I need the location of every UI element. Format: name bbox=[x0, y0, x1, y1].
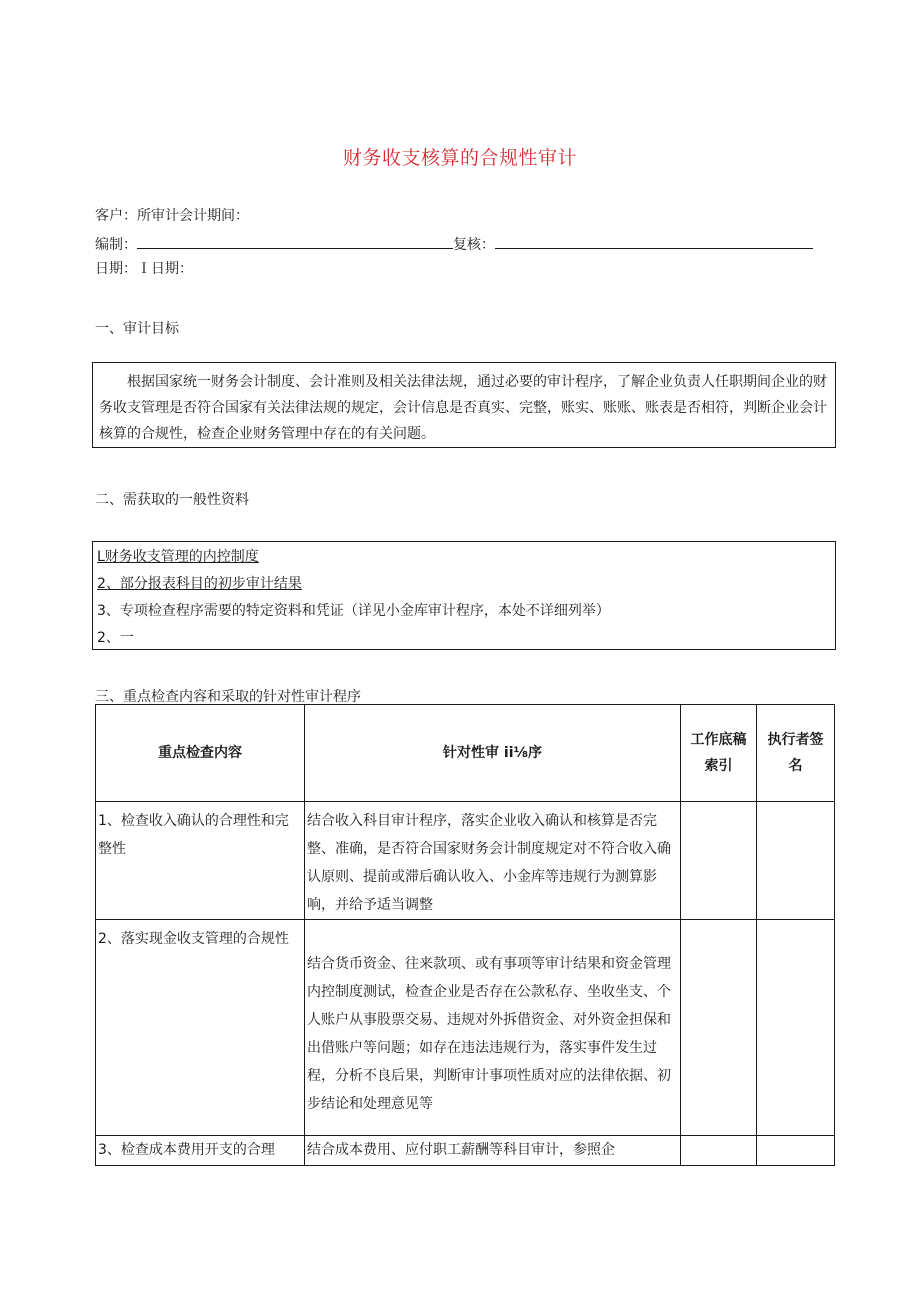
sign-line bbox=[95, 234, 813, 254]
row-index-cell[interactable] bbox=[681, 920, 757, 1136]
header-procedure: 针对性审 ii⅛序 bbox=[305, 705, 681, 802]
row-procedure: 结合货币资金、往来款项、或有事项等审计结果和资金管理内控制度测试，检查企业是否存在公款私存、坐收坐支、个人账户从事股票交易、违规对外拆借资金、对外资金担保和出借账户等问题；如存在违法违规行为，落实事件发生过程，分析不良后果，判断审计事项性质对应的法律依据、初步结论和处理意见等 bbox=[305, 920, 681, 1136]
reviewed-label: 复核： bbox=[453, 237, 495, 253]
objective-box: 根据国家统一财务会计制度、会计准则及相关法律法规，通过必要的审计程序，了解企业负责人任职期间企业的财务收支管理是否符合国家有关法律法规的规定，会计信息是否真实、完整，账实、账账、账表是否相符，判断企业会计核算的合规性，检查企业财务管理中存在的有关问题。 bbox=[92, 362, 836, 448]
prepared-blank[interactable] bbox=[137, 236, 453, 249]
section1-heading: 一、审计目标 bbox=[95, 321, 179, 337]
row-index-cell[interactable] bbox=[681, 1136, 757, 1166]
document-title: 财务收支核算的合规性审计 bbox=[342, 147, 577, 169]
material-item: 2、部分报表科目的初步审计结果 bbox=[97, 576, 302, 592]
material-item: 2、一 bbox=[97, 630, 134, 646]
material-item: L财务收支管理的内控制度 bbox=[97, 549, 259, 565]
row-procedure: 结合成本费用、应付职工薪酬等科目审计，参照企 bbox=[305, 1136, 681, 1166]
table-row bbox=[96, 1136, 835, 1166]
header-content: 重点检查内容 bbox=[96, 705, 305, 802]
row-index-cell[interactable] bbox=[681, 802, 757, 920]
row-content: 3、检查成本费用开支的合理 bbox=[96, 1136, 305, 1166]
row-content: 2、落实现金收支管理的合规性 bbox=[96, 920, 305, 1136]
table-row bbox=[96, 802, 835, 920]
reviewed-blank[interactable] bbox=[495, 236, 813, 249]
table-header-row bbox=[96, 705, 835, 802]
materials-box bbox=[92, 541, 836, 650]
row-procedure: 结合收入科目审计程序，落实企业收入确认和核算是否完整、准确，是否符合国家财务会计制度规定对不符合收入确认原则、提前或滞后确认收入、小金库等违规行为测算影响，并给予适当调整 bbox=[305, 802, 681, 920]
row-signer-cell[interactable] bbox=[757, 802, 835, 920]
table-row bbox=[96, 920, 835, 1136]
section3-heading: 三、重点检查内容和采取的针对性审计程序 bbox=[95, 689, 361, 705]
row-content: 1、检查收入确认的合理性和完整性 bbox=[96, 802, 305, 920]
material-item: 3、专项检查程序需要的特定资料和凭证（详见小金库审计程序，本处不详细列举） bbox=[97, 603, 610, 619]
row-signer-cell[interactable] bbox=[757, 1136, 835, 1166]
section2-heading: 二、需获取的一般性资料 bbox=[95, 492, 249, 508]
header-index: 工作底稿索引 bbox=[681, 705, 757, 802]
procedure-table bbox=[95, 704, 835, 1166]
row-signer-cell[interactable] bbox=[757, 920, 835, 1136]
header-signer: 执行者签名 bbox=[757, 705, 835, 802]
date-line: 日期：Ｉ日期： bbox=[95, 261, 193, 277]
prepared-label: 编制： bbox=[95, 237, 137, 253]
client-line: 客户：所审计会计期间： bbox=[95, 208, 249, 224]
